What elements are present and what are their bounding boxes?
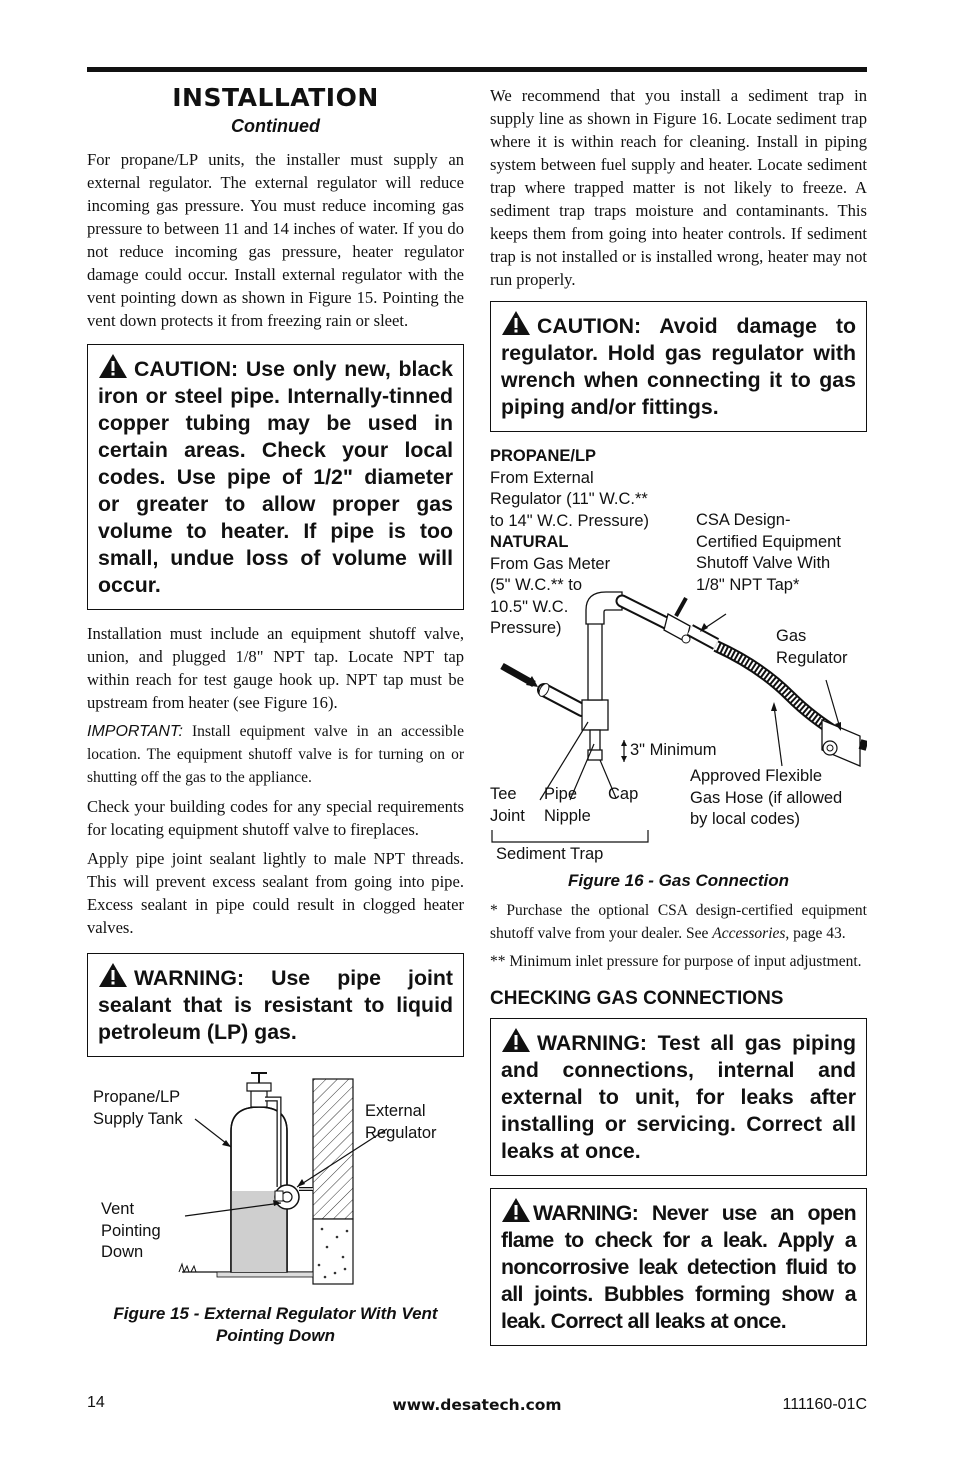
- warning-triangle-icon: [98, 353, 128, 379]
- page-number: 14: [87, 1394, 105, 1411]
- warning-triangle-icon: [501, 1027, 531, 1053]
- minimum-label: 3" Minimum: [630, 741, 717, 759]
- website-link[interactable]: www.desatech.com: [392, 1396, 562, 1414]
- building-codes-paragraph: Check your building codes for any special requirements for locating equipment shutoff valve to fireplaces.: [87, 797, 464, 839]
- supply-pressure-label: PROPANE/LP From External Regulator (11" W.C.** to 14" W.C. Pressure) NATURAL From Gas Meter (5" W.C.** to 10.5" W.C. Pressure): [490, 447, 649, 637]
- warning-open-flame-text: WARNING: Never use an open flame to check for a leak. Apply a noncorrosive leak detection fluid to all joints. Bubbles forming show a leak. Correct all leaks at once.: [501, 1200, 856, 1333]
- warning-sealant-text: : Use pipe joint sealant that is resistant to liquid petroleum (LP) gas.: [98, 966, 453, 1044]
- regulator-paragraph: For propane/LP units, the installer must supply an external regulator. The external regulator will reduce incoming gas pressure. You must reduce incoming gas pressure to between 11 and 14 inches of water. If you do not reduce incoming gas pressure, heater regulator damage could occur. Install external regulator with the vent pointing down as shown in Figure 15. Pointing the vent down protects it from freezing rain or sleet.: [87, 150, 464, 330]
- warning-test-leaks-text: WARNING: Test all gas piping and connections, internal and external to unit, for leaks after installing or servicing. Correct all leaks at once.: [501, 1030, 856, 1163]
- regulator-label: External Regulator: [365, 1102, 437, 1142]
- warning-test-leaks-box: [490, 1018, 867, 1176]
- warning-triangle-icon: [98, 962, 128, 988]
- left-column: [87, 84, 464, 1359]
- cap-label: Cap: [608, 785, 639, 803]
- tee-joint-label: Tee Joint: [490, 785, 525, 825]
- figure-15: [87, 1069, 464, 1359]
- right-column: [490, 84, 867, 1358]
- top-rule: [87, 67, 867, 72]
- figure-16-caption: Figure 16 - Gas Connection: [567, 871, 790, 890]
- footnote-inlet-pressure: ** Minimum inlet pressure for purpose of input adjustment.: [490, 953, 862, 970]
- figure-16: [490, 444, 867, 898]
- document-number: 111160-01C: [782, 1396, 867, 1413]
- caution-pipe-box: [87, 344, 464, 610]
- caution-regulator-box: [490, 301, 867, 432]
- sealant-paragraph: Apply pipe joint sealant lightly to male NPT threads. This will prevent excess sealant from going into pipe. Excess sealant in pipe could result in clogged heater valves.: [87, 849, 464, 937]
- important-text: Install equipment valve in an accessible location. The equipment shutoff valve is for turning on or shutting off the gas to the appliance.: [87, 723, 464, 786]
- gas-regulator-label: Gas Regulator: [776, 627, 848, 667]
- figure-15-caption: Figure 15 - External Regulator With Vent Pointing Down: [113, 1304, 438, 1345]
- important-paragraph: [87, 720, 464, 789]
- shutoff-paragraph: Installation must include an equipment shutoff valve, union, and plugged 1/8" NPT tap. Locate NPT tap within reach for test gauge hook up. NPT tap must be upstream from heater (see Figure 16).: [87, 624, 464, 712]
- footnote-shutoff-valve: * Purchase the optional CSA design-certified equipment shutoff valve from your dealer. See Accessories, page 43.: [490, 902, 867, 942]
- warning-triangle-icon: [501, 1197, 531, 1223]
- section-subtitle: Continued: [231, 116, 320, 136]
- checking-gas-connections-heading: CHECKING GAS CONNECTIONS: [490, 987, 784, 1009]
- warning-open-flame-box: [490, 1188, 867, 1346]
- warning-sealant-label: WARNING: [134, 966, 237, 990]
- important-label: IMPORTANT:: [87, 723, 183, 740]
- section-title: INSTALLATION: [172, 83, 379, 112]
- flexible-hose-label: Approved Flexible Gas Hose (if allowed by local codes): [690, 767, 843, 828]
- warning-triangle-icon: [501, 310, 531, 336]
- sediment-paragraph: We recommend that you install a sediment trap in supply line as shown in Figure 16. Locate sediment trap where it is within reach for cleaning. Install in piping system between fuel supply and heater. Locate sediment trap where trapped matter is not likely to freeze. A sediment trap traps moisture and contaminants. This keeps them from going into heater controls. If sediment trap is not installed or is installed wrong, heater may not run properly.: [490, 86, 867, 289]
- tank-label: Propane/LP Supply Tank: [93, 1088, 183, 1128]
- pipe-nipple-label: Pipe Nipple: [544, 785, 591, 825]
- warning-sealant-box: [87, 953, 464, 1057]
- caution-regulator-text: CAUTION: Avoid damage to regulator. Hold gas regulator with wrench when connecting it to gas piping and/or fittings.: [501, 314, 856, 419]
- shutoff-valve-label: CSA Design- Certified Equipment Shutoff Valve With 1/8" NPT Tap*: [696, 511, 841, 594]
- sediment-trap-label: Sediment Trap: [496, 845, 604, 863]
- caution-pipe-text: CAUTION: Use only new, black iron or steel pipe. Internally-tinned copper tubing may be used in certain areas. Check your local codes. Use pipe of 1/2" diameter or greater to allow proper gas volume to heater. If pipe is too small, undue loss of volume will occur.: [98, 357, 453, 597]
- vent-label: Vent Pointing Down: [101, 1200, 161, 1261]
